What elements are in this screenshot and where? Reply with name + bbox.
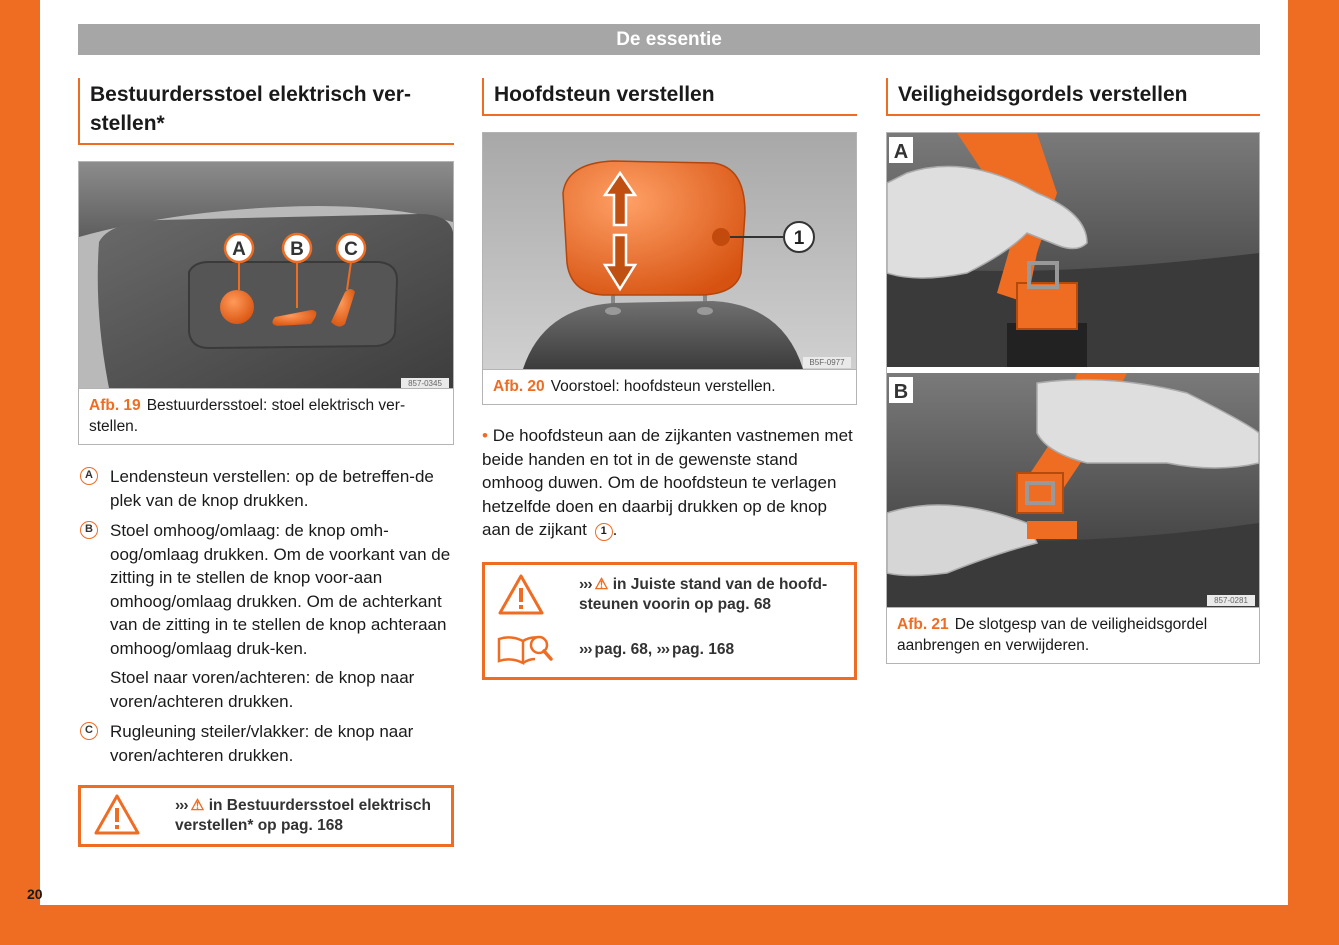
figure-headrest (482, 132, 857, 405)
column-seat (78, 78, 454, 847)
ref-link[interactable]: pag. 168 (672, 640, 735, 658)
chevrons: ››› (175, 797, 188, 814)
callout-1: 1 (793, 228, 805, 249)
warning-icon (93, 793, 141, 837)
caption-text: Bestuurdersstoel: stoel elektrisch ver-stellen. (89, 397, 406, 435)
item-text: Rugleuning steiler/vlakker: de knop naar voren/achteren drukken. (110, 722, 414, 765)
marker-c: C (344, 239, 358, 260)
section-banner: De essentie (78, 24, 1260, 55)
chevrons: ››› (579, 640, 592, 658)
headrest-instruction (482, 424, 857, 542)
caption-label: Afb. 19 (89, 397, 141, 414)
seat-controls-illustration (79, 162, 453, 388)
instruction-text: De hoofdsteun aan de zijkanten vastnemen met beide handen en tot in de gewenste stand omhoog duwen. Om de hoofdsteun te verlagen hetzelfde doen en daarbij drukken op de knop aan de zijkant (482, 426, 853, 539)
figure-caption (887, 607, 1259, 663)
figure-seat-controls (78, 161, 454, 445)
caption-label: Afb. 20 (493, 378, 545, 395)
item-marker: C (80, 722, 98, 740)
list-item (78, 519, 454, 713)
figure-code: B5F-0977 (809, 358, 845, 367)
warning-icon (497, 573, 545, 617)
figure-caption (79, 388, 453, 444)
seatbelt-illustration (887, 133, 1259, 607)
ref-link[interactable]: pag. 68, (594, 640, 653, 658)
item-text: Stoel omhoog/omlaag: de knop omh-oog/omlaag drukken. Om de voorkant van de zitting in te stellen de knop voor-aan omhoog/omlaag drukken. Om de achterkant van de zitting in te stellen de knop achteraan omhoog/omlaag druk-ken. (110, 521, 451, 658)
caption-label: Afb. 21 (897, 616, 949, 633)
warning-symbol-icon: ⚠ (190, 797, 205, 814)
page-number: 20 (27, 886, 43, 902)
warning-box (78, 785, 454, 847)
warning-reference[interactable] (175, 796, 441, 836)
book-magnifier-icon (495, 631, 555, 667)
sentence-end: . (612, 520, 618, 539)
item-text: Lendensteun verstellen: op de betreffen-de plek van de knop drukken. (110, 467, 434, 510)
title-line: Bestuurdersstoel elektrisch ver- (90, 83, 411, 106)
list-item (78, 720, 454, 767)
instruction-list (78, 465, 454, 767)
figure-seatbelt (886, 132, 1260, 664)
headrest-illustration (483, 133, 856, 369)
item-marker: B (80, 521, 98, 539)
figure-caption (483, 369, 856, 404)
chevrons: ››› (656, 640, 670, 658)
warning-reference[interactable] (579, 575, 844, 615)
caption-text: Voorstoel: hoofdsteun verstellen. (550, 378, 776, 395)
column-headrest (482, 78, 857, 680)
marker-a: A (232, 239, 246, 260)
figure-code: 857-0345 (408, 379, 442, 388)
panel-label-b: B (893, 381, 909, 403)
figure-code: 857-0281 (1214, 596, 1248, 605)
section-title-seatbelt: Veiligheidsgordels verstellen (886, 78, 1260, 116)
item-marker: A (80, 467, 98, 485)
chevrons: ››› (579, 575, 592, 593)
warning-text: in Bestuurdersstoel elektrisch verstellen* op pag. 168 (175, 797, 431, 834)
column-seatbelt (886, 78, 1260, 664)
panel-label-a: A (893, 141, 909, 163)
reference-links[interactable] (579, 641, 734, 659)
warning-symbol-icon: ⚠ (594, 575, 609, 593)
warning-box (482, 562, 857, 680)
marker-b: B (290, 239, 304, 260)
section-title-headrest: Hoofdsteun verstellen (482, 78, 857, 116)
bullet: • (482, 426, 488, 445)
lumbar-button (220, 290, 254, 324)
caption-text: De slotgesp van de veiligheidsgordel aanbrengen en verwijderen. (897, 616, 1208, 654)
list-item (78, 465, 454, 512)
item-text: Stoel naar voren/achteren: de knop naar voren/achteren drukken. (110, 668, 415, 711)
section-title-seat (78, 78, 454, 145)
title-line: stellen* (90, 112, 165, 135)
callout-ref: 1 (595, 523, 613, 541)
warning-text: in Juiste stand van de hoofd-steunen voorin op pag. 68 (579, 575, 828, 613)
